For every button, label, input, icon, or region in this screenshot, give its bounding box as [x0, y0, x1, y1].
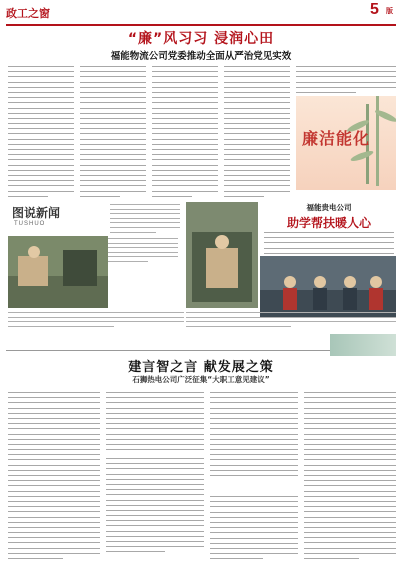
column-badge — [330, 334, 396, 356]
page-label: 版 — [386, 6, 393, 15]
bottom-column-2b — [106, 458, 204, 557]
top-column-4 — [224, 66, 290, 201]
right-photo-caption — [186, 312, 396, 330]
top-column-1 — [8, 66, 74, 201]
section-name: 政工之窗 — [6, 7, 50, 20]
photo-content — [260, 256, 396, 318]
top-headline: “廉”风习习 浸润心田 — [127, 31, 275, 47]
bottom-headline: 建言智之言 献发展之策 — [128, 360, 274, 375]
news-photo-caption-top — [110, 204, 182, 236]
art-panel-title: 廉洁能化 — [302, 129, 371, 148]
news-photo-1 — [8, 236, 108, 308]
photo-content — [8, 236, 108, 308]
bottom-column-4 — [304, 392, 396, 563]
news-photo-3 — [260, 256, 396, 318]
bottom-column-3 — [210, 392, 298, 480]
header-rule — [6, 24, 396, 26]
top-column-2 — [80, 66, 146, 201]
masthead — [0, 0, 402, 26]
top-column-3 — [152, 66, 218, 201]
news-photo-2 — [186, 202, 258, 308]
news-photo-caption-panel — [108, 236, 184, 296]
bottom-subheadline: 石狮热电公司广泛征集“大职工意见建议” — [132, 375, 270, 384]
bottom-column-1 — [8, 392, 100, 563]
right-story-kicker: 福能贵电公司 — [306, 203, 352, 212]
photo-content — [186, 202, 258, 308]
right-story-body — [264, 232, 394, 258]
right-story-headline: 助学帮扶暖人心 — [286, 216, 371, 230]
photo-news-title-en: TUSHUO — [14, 221, 46, 227]
top-subheadline: 福能物流公司党委推动全面从严治党见实效 — [110, 51, 292, 62]
left-photo-caption — [8, 312, 184, 330]
page-number: 5 — [370, 1, 379, 18]
bottom-column-3b — [210, 496, 298, 563]
bottom-column-2 — [106, 392, 204, 454]
top-column-5 — [296, 66, 396, 97]
photo-news-title: 图说新闻 — [12, 206, 61, 220]
